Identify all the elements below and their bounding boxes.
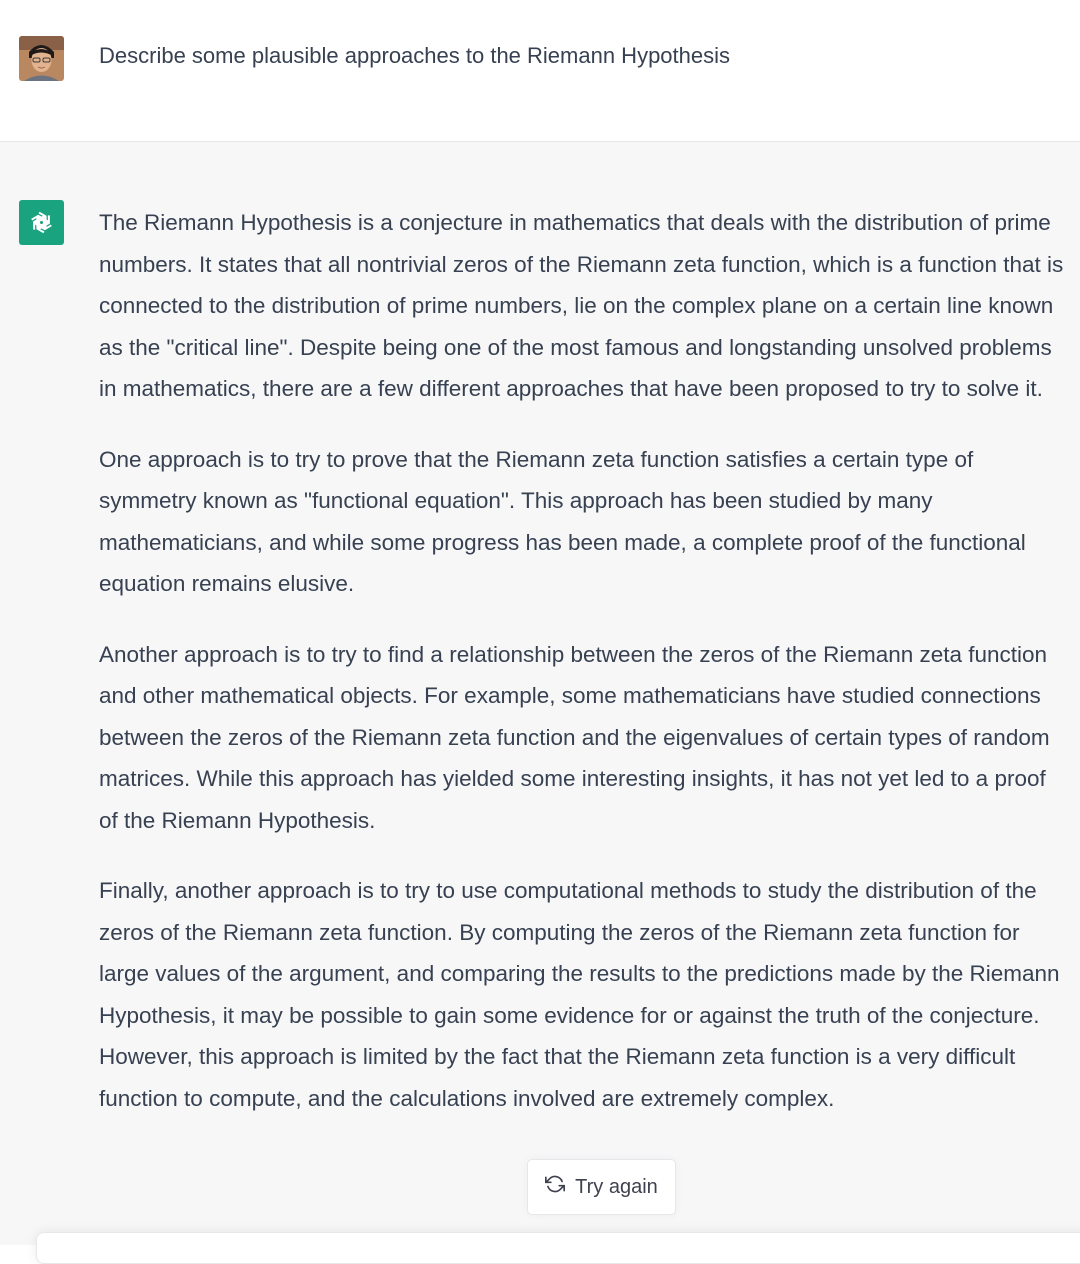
refresh-icon [545, 1174, 565, 1200]
assistant-message-row [0, 142, 1080, 1245]
user-message-text: Describe some plausible approaches to the Riemann Hypothesis [99, 43, 731, 68]
try-again-button[interactable] [527, 1159, 676, 1215]
response-paragraph-1: The Riemann Hypothesis is a conjecture in mathematics that deals with the distribution of prime numbers. It states that all nontrivial zeros of the Riemann zeta function, which is a function that is connected to the distribution of prime numbers, lie on the complex plane on a certain line known as the "critical line". Despite being one of the most famous and longstanding unsolved problems in mathematics, there are a few different approaches that have been proposed to try to solve it. [99, 210, 1064, 401]
response-paragraph-2: One approach is to try to prove that the Riemann zeta function satisfies a certain type of symmetry known as "functional equation". This approach has been studied by many mathematicians, and while some progress has been made, a complete proof of the functional equation remains elusive. [99, 446, 1026, 596]
openai-logo-icon [19, 200, 64, 245]
message-input-box[interactable] [36, 1232, 1080, 1264]
assistant-response [99, 202, 1064, 1148]
try-again-label: Try again [575, 1175, 658, 1198]
user-message-row [0, 0, 1080, 142]
response-paragraph-3: Another approach is to try to find a relationship between the zeros of the Riemann zeta function and other mathematical objects. For example, some mathematicians have studied connections between the zeros of the Riemann zeta function and the eigenvalues of certain types of random matrices. While this approach has yielded some interesting insights, it has not yet led to a proof of the Riemann Hypothesis. [99, 641, 1050, 833]
response-paragraph-4: Finally, another approach is to try to use computational methods to study the distribution of the zeros of the Riemann zeta function. By computing the zeros of the Riemann zeta function for large values of the argument, and comparing the results to the predictions made by the Riemann Hypothesis, it may be possible to gain some evidence for or against the truth of the conjecture. However, this approach is limited by the fact that the Riemann zeta function is a very difficult function to compute, and the calculations involved are extremely complex. [99, 878, 1060, 1111]
user-avatar [19, 36, 64, 81]
